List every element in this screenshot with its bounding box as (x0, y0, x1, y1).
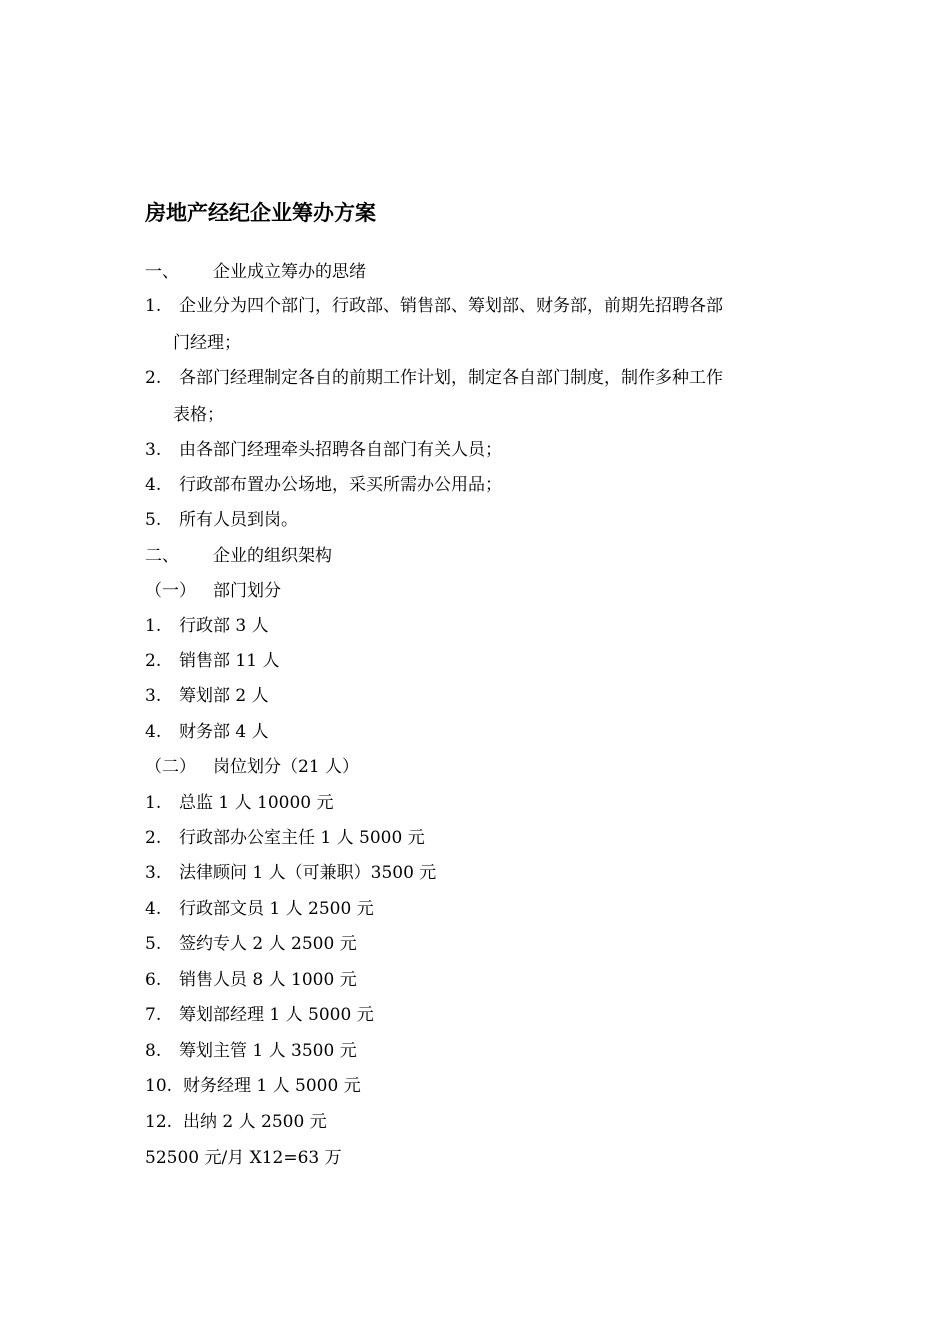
list-item-text: 由各部门经理牵头招聘各自部门有关人员； (179, 440, 502, 460)
list-item (145, 720, 269, 744)
list-item-number: 4. (145, 475, 162, 495)
list-item-number: 2. (145, 828, 162, 848)
list-item-text: 签约专人 2 人 2500 元 (179, 934, 357, 954)
list-item (145, 684, 269, 708)
list-item (145, 614, 269, 638)
list-item-text: 行政部文员 1 人 2500 元 (179, 899, 374, 919)
list-item (145, 1003, 374, 1027)
list-item-number: 5. (145, 934, 162, 954)
list-item-text: 出纳 2 人 2500 元 (183, 1112, 327, 1132)
section-2-title: 企业的组织架构 (213, 546, 332, 566)
list-item-number: 8. (145, 1041, 162, 1061)
subsection-2-title: 岗位划分（21 人） (213, 757, 360, 777)
list-item-continuation: 表格； (173, 405, 224, 425)
list-item-number: 10. (145, 1076, 173, 1096)
list-item-number: 2. (145, 651, 162, 671)
list-item-text: 财务经理 1 人 5000 元 (183, 1076, 361, 1096)
list-item (145, 932, 357, 956)
list-item-text: 各部门经理制定各自的前期工作计划，制定各自部门制度，制作多种工作 (179, 368, 723, 388)
section-1-heading (145, 260, 366, 284)
list-item-number: 3. (145, 686, 162, 706)
total-cost-line: 52500 元/月 X12=63 万 (145, 1148, 342, 1168)
subsection-2-marker: （二） (145, 757, 196, 777)
list-item-number: 4. (145, 722, 162, 742)
list-item (145, 1110, 327, 1134)
list-item (145, 826, 425, 850)
list-item (145, 861, 436, 885)
list-item-number: 6. (145, 970, 162, 990)
subsection-1-heading (145, 579, 281, 603)
list-item-text: 行政部布置办公场地，采买所需办公用品； (179, 475, 502, 495)
list-item (145, 438, 502, 462)
subsection-1-title: 部门划分 (213, 581, 281, 601)
list-item-number: 2. (145, 368, 162, 388)
list-item-number: 12. (145, 1112, 173, 1132)
list-item (145, 294, 723, 318)
list-item-text: 销售部 11 人 (179, 651, 280, 671)
list-item (145, 508, 298, 532)
section-2-marker: 二、 (145, 546, 179, 566)
list-item-text: 筹划部 2 人 (179, 686, 269, 706)
list-item (145, 1039, 357, 1063)
section-2-heading (145, 544, 332, 568)
list-item-text: 财务部 4 人 (179, 722, 269, 742)
list-item (145, 473, 502, 497)
list-item-number: 3. (145, 863, 162, 883)
list-item-text: 销售人员 8 人 1000 元 (179, 970, 357, 990)
list-item (145, 791, 334, 815)
list-item (145, 897, 374, 921)
list-item-number: 1. (145, 793, 162, 813)
list-item-number: 1. (145, 296, 162, 316)
list-item (145, 1074, 361, 1098)
list-item-number: 1. (145, 616, 162, 636)
list-item-text: 行政部 3 人 (179, 616, 269, 636)
section-1-marker: 一、 (145, 262, 179, 282)
list-item-text: 总监 1 人 10000 元 (179, 793, 334, 813)
list-item (145, 366, 723, 390)
list-item-number: 7. (145, 1005, 162, 1025)
subsection-1-marker: （一） (145, 581, 196, 601)
list-item-text: 筹划部经理 1 人 5000 元 (179, 1005, 374, 1025)
list-item-text: 法律顾问 1 人（可兼职）3500 元 (179, 863, 437, 883)
list-item (145, 968, 357, 992)
list-item-text: 行政部办公室主任 1 人 5000 元 (179, 828, 425, 848)
list-item-text: 筹划主管 1 人 3500 元 (179, 1041, 357, 1061)
list-item (145, 649, 279, 673)
list-item-number: 4. (145, 899, 162, 919)
list-item-continuation: 门经理； (173, 333, 241, 353)
list-item-text: 所有人员到岗。 (179, 510, 298, 530)
list-item-number: 5. (145, 510, 162, 530)
list-item-text: 企业分为四个部门，行政部、销售部、筹划部、财务部，前期先招聘各部 (179, 296, 723, 316)
subsection-2-heading (145, 755, 359, 779)
list-item-number: 3. (145, 440, 162, 460)
section-1-title: 企业成立筹办的思绪 (213, 262, 366, 282)
document-title: 房地产经纪企业筹办方案 (145, 201, 376, 225)
